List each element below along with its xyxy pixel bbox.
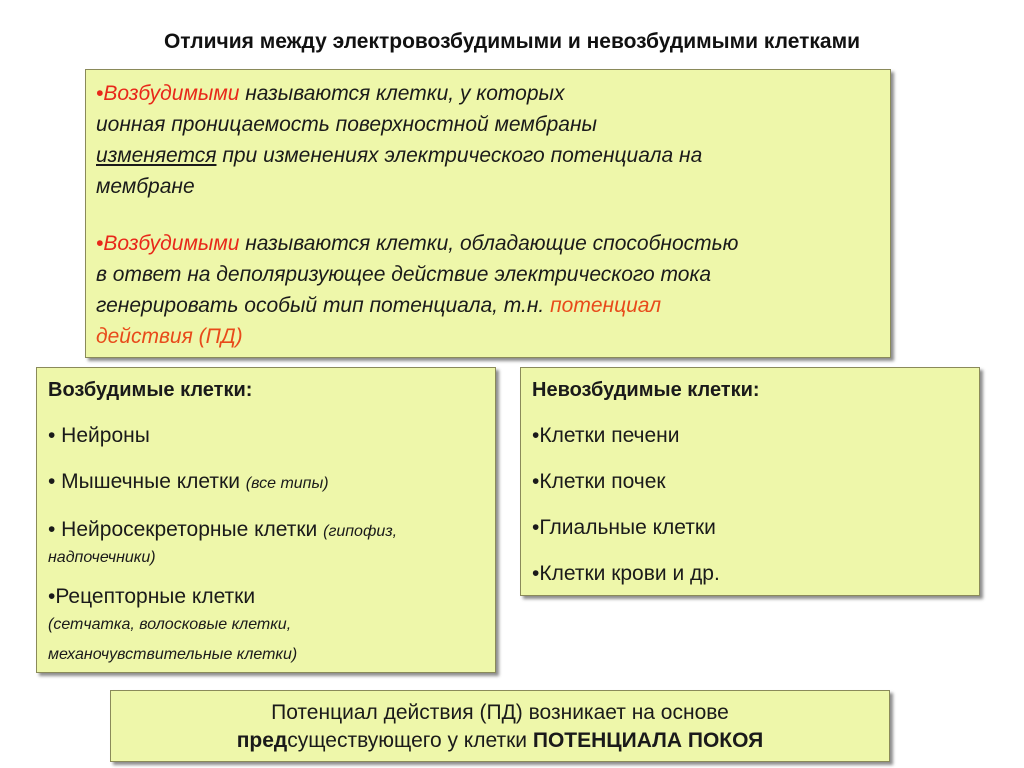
list-item-note: механочувствительные клетки) (48, 646, 298, 663)
list-item-text: • Мышечные клетки (48, 470, 246, 493)
underlined-term: изменяется (96, 144, 217, 167)
list-item-note: (все типы) (245, 475, 329, 492)
highlight-action-potential: потенциал (550, 294, 662, 317)
nonexcitable-heading: Невозбудимые клетки: (532, 379, 760, 401)
text-fragment: мембране (96, 175, 195, 198)
definition-box (85, 69, 891, 358)
text-fragment: генерировать особый тип потенциала, т.н. (96, 294, 551, 317)
summary-text: существующего у клетки (287, 729, 533, 752)
list-item (48, 584, 485, 670)
excitable-heading: Возбудимые клетки: (48, 379, 253, 401)
summary-resting-potential: ПОТЕНЦИАЛА ПОКОЯ (532, 729, 764, 752)
nonexcitable-cells-box (520, 367, 980, 596)
list-item: •Клетки печени (532, 424, 680, 447)
term-excitable: Возбудимыми (103, 232, 240, 255)
summary-line-1: Потенциал действия (ПД) возникает на основе (271, 701, 729, 724)
summary-box (110, 690, 890, 762)
list-item: •Глиальные клетки (532, 516, 716, 539)
text-fragment: в ответ на деполяризующее действие электрического тока (96, 263, 712, 286)
text-fragment: ионная проницаемость поверхностной мембраны (96, 113, 597, 136)
list-item (48, 518, 485, 570)
list-item-text: •Рецепторные клетки (48, 585, 256, 608)
list-item-text: • Нейроны (48, 424, 150, 447)
list-item-text: • Нейросекреторные клетки (48, 518, 324, 541)
list-item-note: (сетчатка, волосковые клетки, (48, 616, 292, 633)
summary-bold-prefix: пред (236, 729, 288, 752)
list-item (48, 424, 485, 448)
list-item (48, 470, 485, 496)
highlight-action-potential: действия (ПД) (96, 325, 243, 348)
bullet: • (96, 82, 104, 105)
list-item-note: (гипофиз, (323, 523, 398, 540)
term-excitable: Возбудимыми (103, 82, 240, 105)
definition-paragraph-1 (96, 78, 880, 202)
list-item-note: надпочечники) (48, 549, 156, 566)
text-fragment: называются клетки, обладающие способностью (239, 232, 739, 255)
list-item: •Клетки почек (532, 470, 666, 493)
text-fragment: называются клетки, у которых (239, 82, 565, 105)
excitable-cells-box (36, 367, 496, 673)
slide-title: Отличия между электровозбудимыми и невозбудимыми клетками (163, 30, 861, 53)
summary-line-2 (111, 727, 889, 755)
list-item: •Клетки крови и др. (532, 562, 720, 585)
text-fragment: при изменениях электрического потенциала на (216, 144, 703, 167)
bullet: • (96, 232, 104, 255)
definition-paragraph-2 (96, 228, 880, 352)
